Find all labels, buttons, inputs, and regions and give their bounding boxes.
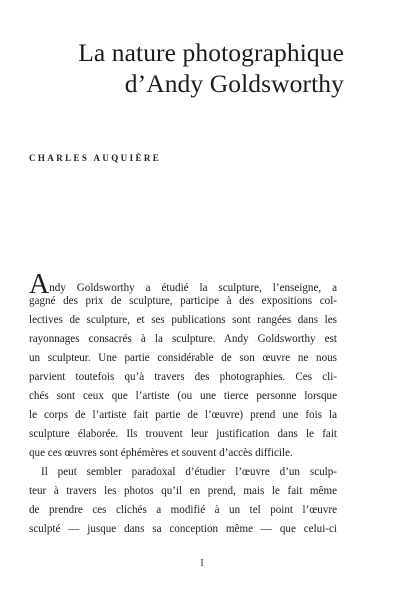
body-line-10: que ces œuvres sont éphémères et souvent d’accès difficile. [29, 447, 293, 459]
drop-cap: A [29, 269, 50, 300]
author-name: CHARLES AUQUIÈRE [29, 153, 162, 163]
page-number: I [200, 558, 204, 569]
body-line-9: sculpture élaborée. Ils trouvent leur justification dans le fait [29, 428, 337, 440]
body-line-7: chés sont ceux que l’artiste (ou une tierce personne lorsque [29, 390, 337, 402]
body-line-1-text: ndy Goldsworthy a étudié la sculpture, l’enseigne, a [49, 282, 337, 294]
title-line-2: d’Andy Goldsworthy [124, 69, 344, 98]
body-line-5: un sculpteur. Une partie considérable de son œuvre ne nous [29, 352, 337, 364]
body-line-3: lectives de sculpture, et ses publications sont rangées dans les [29, 314, 337, 326]
title-line-1: La nature photographique [78, 38, 344, 67]
body-line-1 [29, 269, 337, 300]
body-line-13: de prendre ces clichés a modifié à un tel point l’œuvre [29, 504, 337, 516]
body-line-6: parvient toutefois qu’à travers des photographies. Ces cli- [29, 371, 337, 383]
body-line-14: sculpté — jusque dans sa conception même — que celui-ci [29, 523, 337, 535]
body-line-2: gagné des prix de sculpture, participe à des expositions col- [29, 295, 337, 307]
body-line-12: teur à travers les photos qu’il en prend, mais le fait même [29, 485, 337, 497]
body-line-11: Il peut sembler paradoxal d’étudier l’œuvre d’un sculp- [41, 466, 337, 478]
article-title [26, 37, 344, 99]
body-line-8: le corps de l’artiste fait partie de l’œuvre) prend une fois la [29, 409, 337, 421]
article-body [29, 269, 337, 539]
body-line-4: rayonnages consacrés à la sculpture. Andy Goldsworthy est [29, 333, 337, 345]
